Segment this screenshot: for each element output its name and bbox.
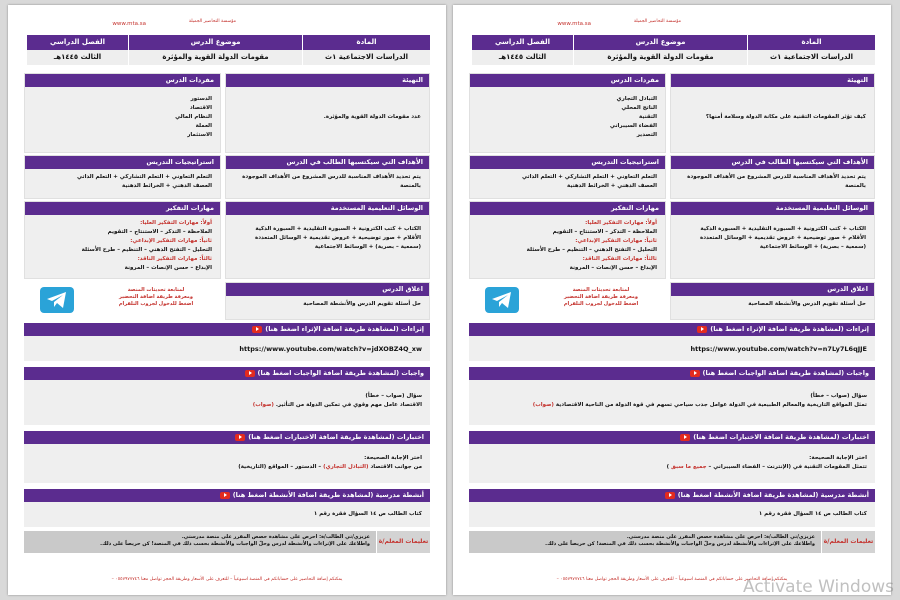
- activities-text: كتاب الطالب ص ١٤ السؤال فقرة رقم ١: [313, 511, 422, 517]
- footer-contact: يمكنكم إضافة التحاضير على حساباتكم في المنصة اسبوعياً – للتعرف على الأسعار وطريقة الحجز تواصل معنا ٠٥٥٧٩٧٧٧٤٦ –: [111, 577, 343, 582]
- closure-box: [670, 282, 875, 320]
- tools-heading: الوسائل التعليمية المستخدمة: [671, 202, 874, 215]
- enrichment-url[interactable]: https://www.youtube.com/watch?v=n7Ly7L6qJJE: [690, 345, 867, 353]
- tests-question-type: اختر الإجابة الصحيحة:: [809, 455, 867, 461]
- skills-subheading: أولاً: مهارات التفكير العليا:: [585, 220, 657, 226]
- tests-title: اختبارات: [841, 433, 869, 441]
- teacher-notes-text: [469, 531, 821, 553]
- homework-title: واجبات: [846, 369, 869, 377]
- activities-heading: [469, 489, 875, 502]
- youtube-icon[interactable]: [245, 370, 255, 377]
- tools-line: الكتاب + كتب الكترونية + السبورة التقليدية + السبورة الذكية: [255, 226, 421, 232]
- closure-heading: اغلاق الدرس: [226, 283, 429, 296]
- activities-section: [469, 489, 875, 527]
- vocab-box: [469, 73, 666, 153]
- goals-box: [225, 155, 430, 199]
- telegram-text[interactable]: [546, 287, 656, 308]
- vocab-list: [25, 87, 220, 144]
- vocab-item: التقنية: [639, 114, 657, 120]
- telegram-icon[interactable]: [40, 287, 74, 313]
- strategies-line: التعلم التعاوني + التعلم التشاركي + التعلم الذاتي: [76, 174, 212, 180]
- tests-section: [469, 431, 875, 483]
- vocab-item: الاقتصاد: [189, 105, 212, 111]
- youtube-icon[interactable]: [665, 492, 675, 499]
- tools-box: [670, 201, 875, 279]
- telegram-line: اضغط للدخول لجروب التلقرام: [118, 301, 194, 307]
- tests-statement: من جوانب الاقتصاد: [370, 464, 422, 470]
- skills-line: الإبداع – حسن الإنصات – المرونة: [569, 265, 657, 271]
- telegram-promo[interactable]: [469, 282, 666, 320]
- label-topic: موضوع الدرس: [573, 35, 747, 50]
- notes-line: واطلاعك على الإثراءات والأنشطة لدرس وحلّ الواجبات والأنشطة بحسب ذلك في المنصة! كن حريصاً على ذلك.: [545, 541, 815, 547]
- telegram-icon[interactable]: [485, 287, 519, 313]
- homework-title: واجبات: [401, 369, 424, 377]
- vocab-item: الدستور: [190, 96, 212, 102]
- intro-box: [225, 73, 430, 153]
- telegram-line: ومعرفة طريقة اضافة التحضير: [563, 294, 639, 300]
- goals-text: يتم تحديد الأهداف المناسبة للدرس المشروع من الأهداف الموجودة بالمنصة: [242, 174, 421, 189]
- tests-section: [24, 431, 430, 483]
- homework-section: [469, 367, 875, 425]
- value-term: الثالث ١٤٤٥هـ: [471, 50, 573, 65]
- tools-line: (سمعية – بصرية) + الوسائط الاجتماعية: [314, 244, 421, 250]
- telegram-line: ومعرفة طريقة اضافة التحضير: [118, 294, 194, 300]
- tests-help-link[interactable]: (لمشاهدة طريقة اضافة الاختبارات اضغط هنا): [693, 433, 840, 441]
- skills-subheading: ثالثاً: مهارات التفكير الناقد:: [582, 256, 657, 262]
- youtube-icon[interactable]: [680, 434, 690, 441]
- goals-text: يتم تحديد الأهداف المناسبة للدرس المشروع من الأهداف الموجودة بالمنصة: [687, 174, 866, 189]
- vocab-item: التصدير: [636, 132, 657, 138]
- youtube-icon[interactable]: [252, 326, 262, 333]
- enrichment-section: [469, 323, 875, 361]
- value-topic: مقومات الدولة القوية والمؤثرة: [573, 50, 747, 65]
- teacher-notes: [469, 531, 875, 553]
- notes-line: واطلاعك على الإثراءات والأنشطة لدرس وحلّ الواجبات والأنشطة بحسب ذلك في المنصة! كن حريصاً على ذلك.: [100, 541, 370, 547]
- homework-text: [24, 380, 430, 416]
- tools-line: الأقلام + صور توضيحية + عروض تقديمية + الوسائل المتعددة: [699, 235, 866, 241]
- tools-text: [226, 215, 429, 256]
- tests-options: – الدستور – المواقع (التاريخية): [238, 464, 322, 470]
- skills-line: الإبداع – حسن الإنصات – المرونة: [124, 265, 212, 271]
- tools-box: [225, 201, 430, 279]
- enrichment-help-link[interactable]: (لمشاهدة طريقة اضافة الإثراء اضغط هنا): [265, 325, 399, 333]
- strategies-text: [25, 169, 220, 195]
- activities-help-link[interactable]: (لمشاهدة طريقة اضافة الأنشطة اضغط هنا): [677, 491, 819, 499]
- vocab-item: العملة: [195, 123, 212, 129]
- strategies-heading: استراتيجيات التدريس: [470, 156, 665, 169]
- teacher-notes-label: تعليمات المعلم/ة: [821, 531, 875, 553]
- tests-help-link[interactable]: (لمشاهدة طريقة اضافة الاختبارات اضغط هنا): [248, 433, 395, 441]
- tests-statement: تتمثل المقومات التقنية في (الإنترنت – الفضاء السيبراني –: [708, 464, 867, 470]
- label-subject: المادة: [302, 35, 430, 50]
- telegram-line: اضغط للدخول لجروب التلقرام: [563, 301, 639, 307]
- vocab-item: الناتج المحلي: [621, 105, 657, 111]
- vocab-item: الاستثمار: [187, 132, 212, 138]
- tools-line: (سمعية – بصرية) + الوسائط الاجتماعية: [759, 244, 866, 250]
- strategies-line: العصف الذهني + الخرائط الذهنية: [567, 183, 657, 189]
- value-subject: الدراسات الاجتماعية ١ث: [747, 50, 875, 65]
- tests-question: [32, 463, 422, 472]
- homework-answer: (صواب): [532, 402, 554, 408]
- tests-title: اختبارات: [396, 433, 424, 441]
- tools-text: [671, 215, 874, 256]
- skills-text: [25, 215, 220, 277]
- homework-section: [24, 367, 430, 425]
- value-subject: الدراسات الاجتماعية ١ث: [302, 50, 430, 65]
- activities-title: أنشطة مدرسية: [820, 491, 869, 499]
- teacher-notes-text: [24, 531, 376, 553]
- site-link[interactable]: www.mta.sa: [112, 21, 146, 27]
- homework-question-type: سؤال (صواب – خطأ): [810, 393, 867, 399]
- closure-box: [225, 282, 430, 320]
- tests-text: [24, 444, 430, 478]
- closure-heading: اغلاق الدرس: [671, 283, 874, 296]
- label-subject: المادة: [747, 35, 875, 50]
- tools-heading: الوسائل التعليمية المستخدمة: [226, 202, 429, 215]
- strategies-line: التعلم التعاوني + التعلم التشاركي + التعلم الذاتي: [521, 174, 657, 180]
- skills-line: التحليل – التفتح الذهني – التنظيم – طرح الأسئلة: [81, 247, 212, 253]
- tests-answer: جميع ما سبق: [671, 464, 707, 470]
- skills-line: التحليل – التفتح الذهني – التنظيم – طرح الأسئلة: [526, 247, 657, 253]
- homework-heading: [469, 367, 875, 380]
- skills-subheading: ثانياً: مهارات التفكير الإبداعي:: [575, 238, 657, 244]
- strategies-heading: استراتيجيات التدريس: [25, 156, 220, 169]
- telegram-line: لمتابعة تحديثات المنصة: [572, 287, 630, 293]
- skills-text: [470, 215, 665, 277]
- activities-heading: [24, 489, 430, 502]
- site-link[interactable]: www.mta.sa: [557, 21, 591, 27]
- enrichment-title: إثراءات: [845, 325, 869, 333]
- skills-line: الملاحظة – التذكر – الاستنتاج – التقويم: [107, 229, 212, 235]
- youtube-icon[interactable]: [235, 434, 245, 441]
- goals-box: [670, 155, 875, 199]
- goals-heading: الأهداف التي سيكتسبها الطالب في الدرس: [671, 156, 874, 169]
- skills-box: [24, 201, 221, 279]
- tests-answer: (التبادل التجاري): [323, 464, 369, 470]
- homework-question: [32, 401, 422, 410]
- enrichment-url[interactable]: https://www.youtube.com/watch?v=jdXOBZ4Q_xw: [239, 345, 422, 353]
- vocab-heading: مفردات الدرس: [470, 74, 665, 87]
- youtube-icon[interactable]: [220, 492, 230, 499]
- intro-heading: التهيئة: [226, 74, 429, 87]
- notes-line: عزيزي/تي الطالب/ة: احرص على مشاهدة حصص المقرر على منصة مدرستي.: [626, 534, 815, 540]
- homework-text: [469, 380, 875, 416]
- intro-box: [670, 73, 875, 153]
- skills-heading: مهارات التفكير: [470, 202, 665, 215]
- lesson-info-table: [24, 35, 430, 65]
- activities-help-link[interactable]: (لمشاهدة طريقة اضافة الأنشطة اضغط هنا): [232, 491, 374, 499]
- tests-text: [469, 444, 875, 478]
- strategies-line: العصف الذهني + الخرائط الذهنية: [122, 183, 212, 189]
- tests-question-type: اختر الإجابة الصحيحة:: [364, 455, 422, 461]
- footer-contact: يمكنكم إضافة التحاضير على حساباتكم في المنصة اسبوعياً – للتعرف على الأسعار وطريقة الحجز تواصل معنا ٠٥٥٧٩٧٧٧٤٦ –: [556, 577, 788, 582]
- enrichment-heading: [469, 323, 875, 336]
- activities-title: أنشطة مدرسية: [375, 491, 424, 499]
- org-name: مؤسسة التحاضير الجميلة: [633, 19, 681, 24]
- skills-subheading: ثانياً: مهارات التفكير الإبداعي:: [130, 238, 212, 244]
- enrichment-heading: [24, 323, 430, 336]
- activate-windows-watermark: Activate Windows: [743, 577, 894, 597]
- label-term: الفصل الدراسي: [26, 35, 128, 50]
- youtube-icon[interactable]: [697, 326, 707, 333]
- homework-question-type: سؤال (صواب – خطأ): [365, 393, 422, 399]
- youtube-icon[interactable]: [690, 370, 700, 377]
- intro-heading: التهيئة: [671, 74, 874, 87]
- tests-heading: [469, 431, 875, 444]
- vocab-item: الفضاء السيبراني: [609, 123, 657, 129]
- homework-heading: [24, 367, 430, 380]
- telegram-promo[interactable]: [24, 282, 221, 320]
- homework-help-link[interactable]: (لمشاهدة طريقة اضافة الواجبات اضغط هنا): [257, 369, 400, 377]
- vocab-list: [470, 87, 665, 144]
- strategies-box: [469, 155, 666, 199]
- skills-box: [469, 201, 666, 279]
- homework-answer: (صواب): [252, 402, 274, 408]
- enrichment-title: إثراءات: [400, 325, 424, 333]
- homework-statement: تمثل المواقع التاريخية والمعالم الطبيعية في الدولة عوامل جذب سياحي تسهم في قوة الدولة من الناحية الاقتصادية: [555, 402, 867, 408]
- skills-subheading: ثالثاً: مهارات التفكير الناقد:: [137, 256, 212, 262]
- strategies-box: [24, 155, 221, 199]
- lesson-info-table: [469, 35, 875, 65]
- vocab-heading: مفردات الدرس: [25, 74, 220, 87]
- enrichment-section: [24, 323, 430, 361]
- strategies-text: [470, 169, 665, 195]
- homework-help-link[interactable]: (لمشاهدة طريقة اضافة الواجبات اضغط هنا): [702, 369, 845, 377]
- skills-heading: مهارات التفكير: [25, 202, 220, 215]
- activities-section: [24, 489, 430, 527]
- skills-line: الملاحظة – التذكر – الاستنتاج – التقويم: [552, 229, 657, 235]
- vocab-item: التبادل التجاري: [616, 96, 657, 102]
- intro-text: عدد مقومات الدولة القوية والمؤثرة.: [323, 114, 421, 120]
- telegram-line: لمتابعة تحديثات المنصة: [127, 287, 185, 293]
- intro-text: كيف تؤثر المقومات التقنية على مكانة الدولة وسلامة أمنها؟: [705, 114, 866, 120]
- lesson-plan-page-right: [453, 5, 891, 595]
- closure-text: حل أسئلة تقويم الدرس والأنشطة المصاحبة: [748, 301, 866, 307]
- lesson-plan-page-left: [8, 5, 446, 595]
- goals-heading: الأهداف التي سيكتسبها الطالب في الدرس: [226, 156, 429, 169]
- homework-question: [477, 401, 867, 410]
- telegram-text[interactable]: [101, 287, 211, 308]
- tools-line: الكتاب + كتب الكترونية + السبورة التقليدية + السبورة الذكية: [700, 226, 866, 232]
- org-name: مؤسسة التحاضير الجميلة: [188, 19, 236, 24]
- value-topic: مقومات الدولة القوية والمؤثرة: [128, 50, 302, 65]
- tools-line: الأقلام + صور توضيحية + عروض تقديمية + الوسائل المتعددة: [254, 235, 421, 241]
- closure-text: حل أسئلة تقويم الدرس والأنشطة المصاحبة: [303, 301, 421, 307]
- teacher-notes: [24, 531, 430, 553]
- tests-options: ): [666, 464, 670, 470]
- tests-heading: [24, 431, 430, 444]
- teacher-notes-label: تعليمات المعلم/ة: [376, 531, 430, 553]
- vocab-box: [24, 73, 221, 153]
- value-term: الثالث ١٤٤٥هـ: [26, 50, 128, 65]
- homework-statement: الاقتصاد عامل مهم وقوي في تمكين الدولة من التأثير.: [275, 402, 422, 408]
- vocab-item: النظام المالي: [175, 114, 212, 120]
- skills-subheading: أولاً: مهارات التفكير العليا:: [140, 220, 212, 226]
- enrichment-help-link[interactable]: (لمشاهدة طريقة اضافة الإثراء اضغط هنا): [710, 325, 844, 333]
- activities-text: كتاب الطالب ص ١٤ السؤال فقرة رقم ١: [758, 511, 867, 517]
- notes-line: عزيزي/تي الطالب/ة: احرص على مشاهدة حصص المقرر على منصة مدرستي.: [181, 534, 370, 540]
- tests-question: [477, 463, 867, 472]
- label-topic: موضوع الدرس: [128, 35, 302, 50]
- label-term: الفصل الدراسي: [471, 35, 573, 50]
